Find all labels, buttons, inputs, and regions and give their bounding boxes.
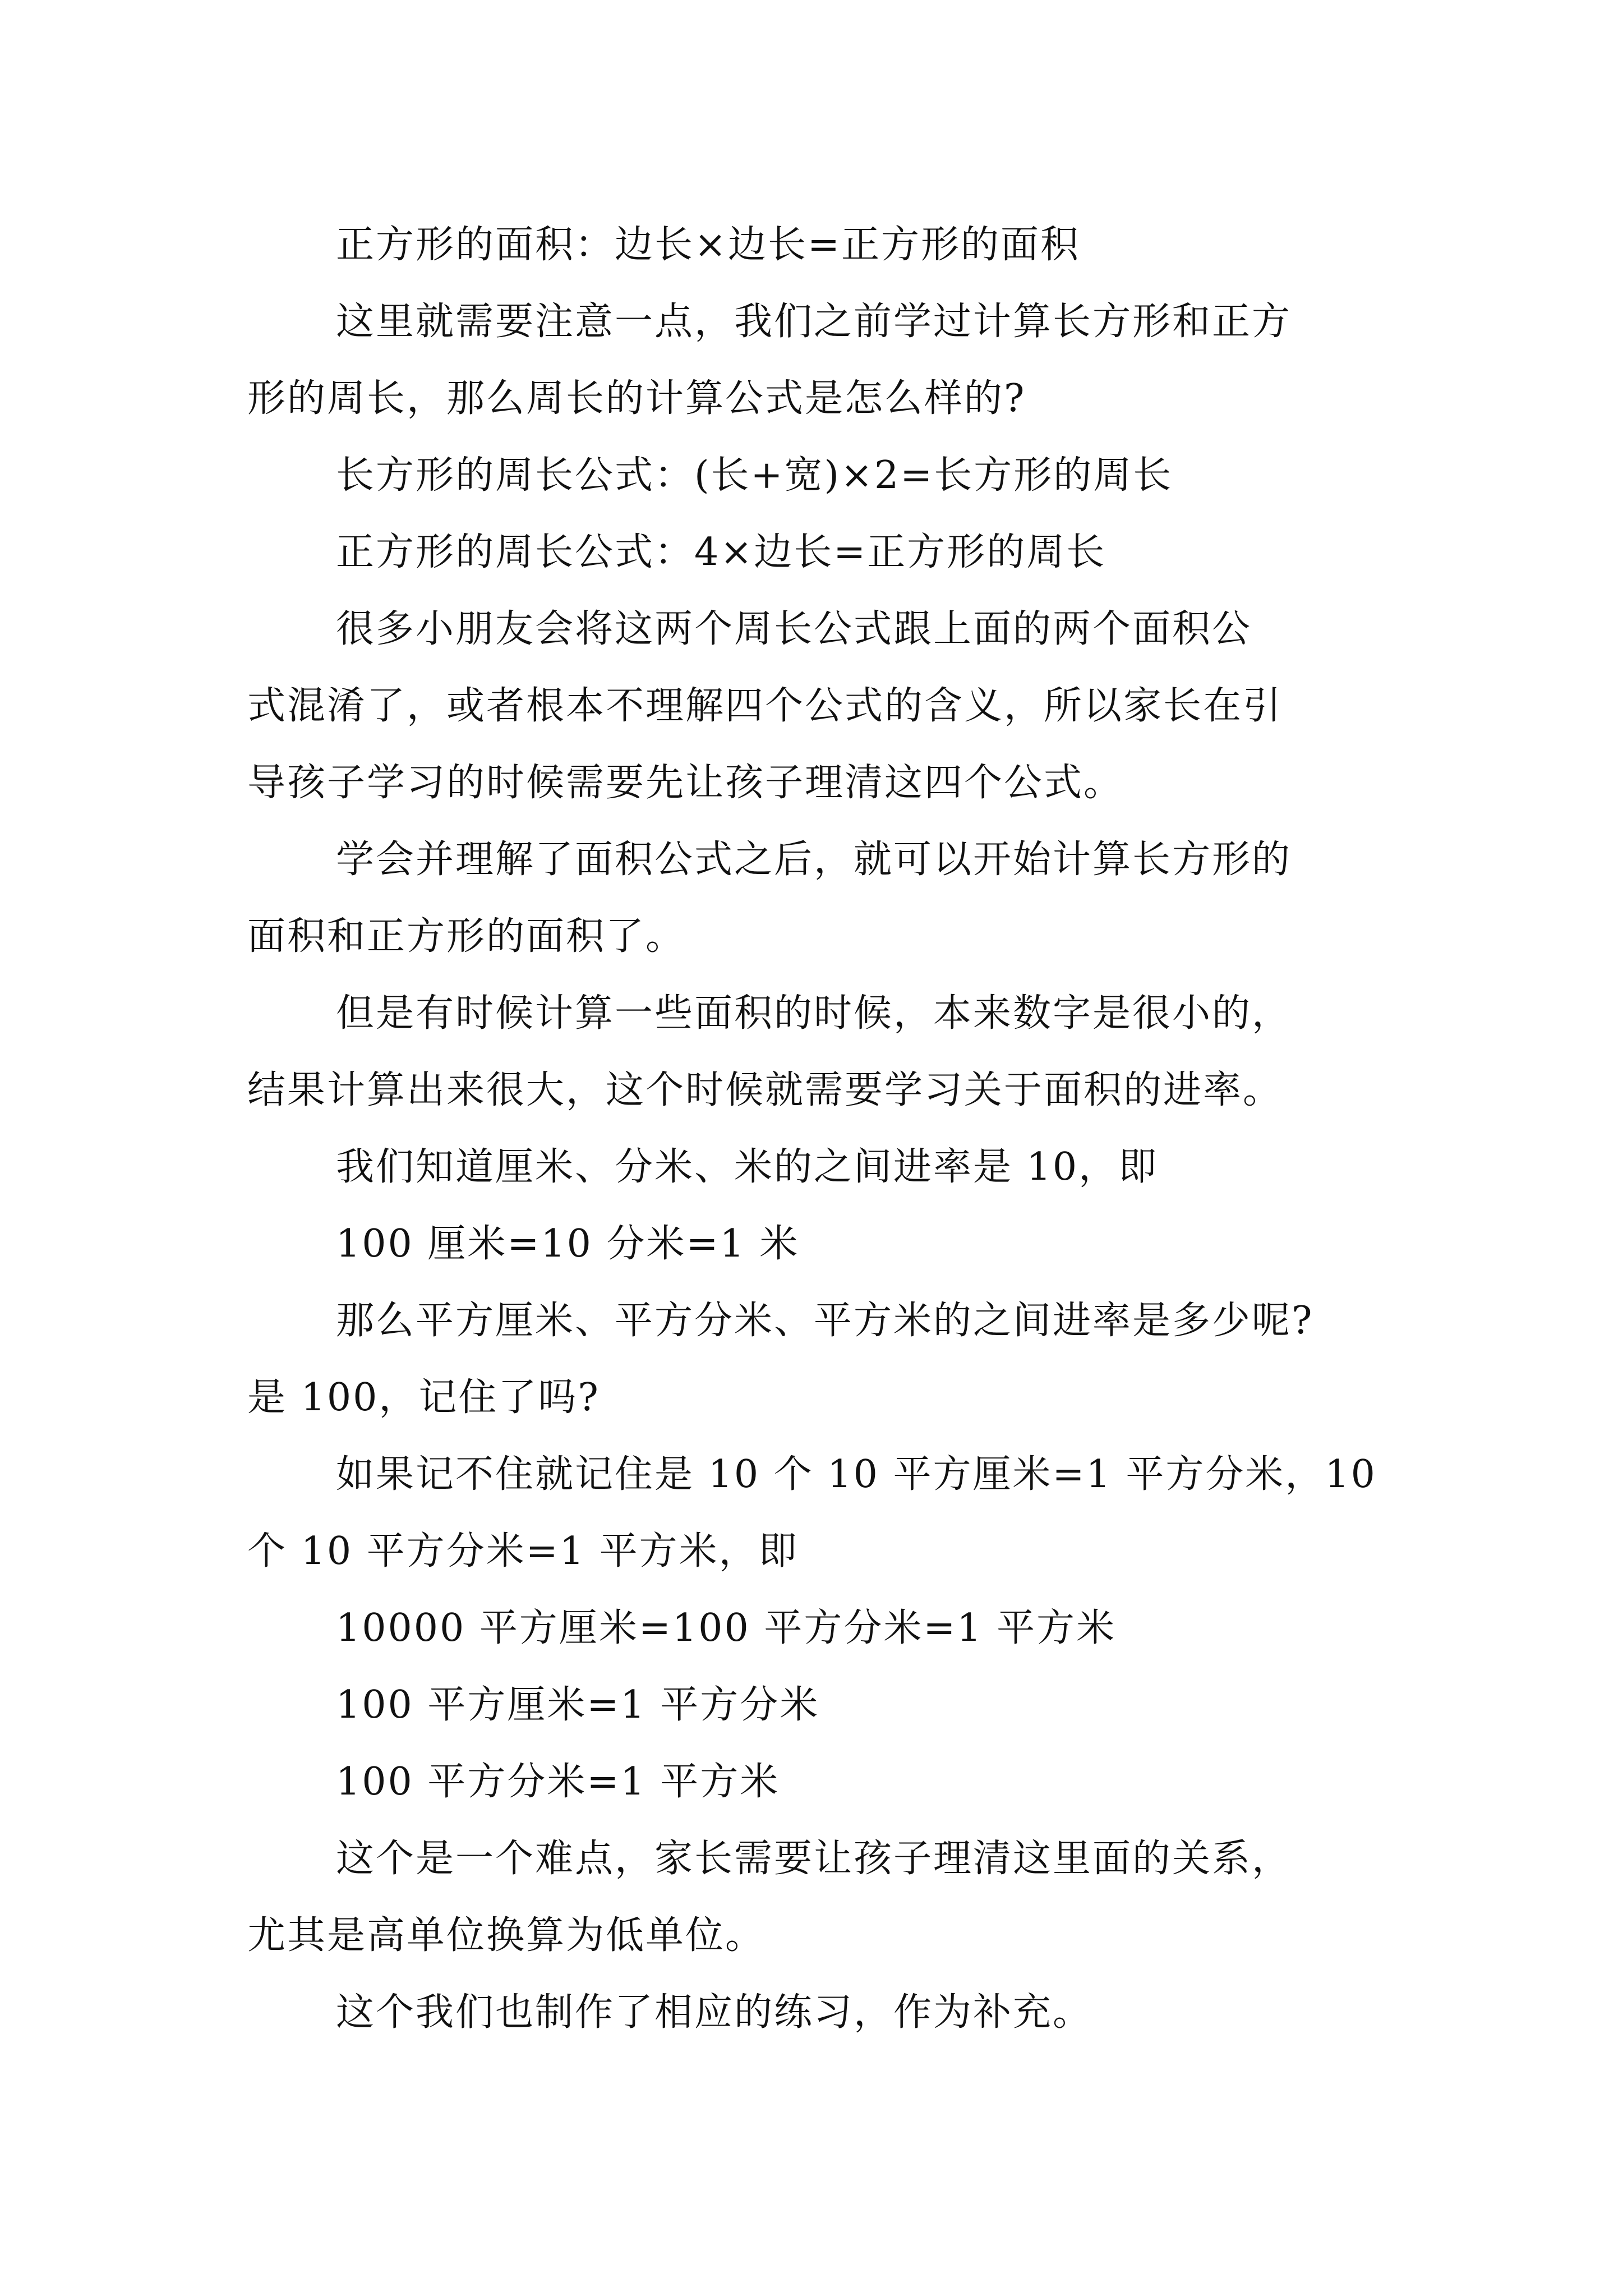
text-line: 10000 平方厘米=100 平方分米=1 平方米 (336, 1606, 1117, 1650)
text-line: 导孩子学习的时候需要先让孩子理清这四个公式。 (247, 761, 1124, 805)
text-line: 如果记不住就记住是 10 个 10 平方厘米=1 平方分米，10 (336, 1452, 1377, 1497)
text-line: 100 平方分米=1 平方米 (336, 1760, 780, 1804)
text-line: 尤其是高单位换算为低单位。 (247, 1913, 766, 1958)
text-line: 个 10 平方分米=1 平方米，即 (247, 1529, 799, 1573)
text-line: 100 平方厘米=1 平方分米 (336, 1683, 820, 1727)
document-body (247, 206, 1397, 2051)
text-line: 这个是一个难点，家长需要让孩子理清这里面的关系， (336, 1837, 1292, 1881)
text-line: 正方形的面积：边长×边长=正方形的面积 (336, 223, 1080, 267)
text-line: 学会并理解了面积公式之后，就可以开始计算长方形的 (336, 838, 1292, 882)
text-line: 我们知道厘米、分米、米的之间进率是 10，即 (336, 1145, 1159, 1189)
text-line: 长方形的周长公式：(长+宽)×2=长方形的周长 (336, 453, 1173, 498)
text-line: 这个我们也制作了相应的练习，作为补充。 (336, 1990, 1093, 2035)
text-line: 那么平方厘米、平方分米、平方米的之间进率是多少呢? (336, 1299, 1314, 1343)
text-line: 面积和正方形的面积了。 (247, 914, 686, 959)
text-line: 结果计算出来很大，这个时候就需要学习关于面积的进率。 (247, 1068, 1283, 1112)
text-line: 形的周长，那么周长的计算公式是怎么样的? (247, 376, 1026, 421)
text-line: 100 厘米=10 分米=1 米 (336, 1222, 800, 1266)
text-line: 正方形的周长公式：4×边长=正方形的周长 (336, 530, 1106, 574)
text-line: 是 100，记住了吗? (247, 1375, 600, 1420)
text-line: 这里就需要注意一点，我们之前学过计算长方形和正方 (336, 300, 1292, 344)
text-line: 但是有时候计算一些面积的时候，本来数字是很小的， (336, 991, 1292, 1036)
text-line: 很多小朋友会将这两个周长公式跟上面的两个面积公 (336, 607, 1252, 651)
text-line: 式混淆了，或者根本不理解四个公式的含义，所以家长在引 (247, 684, 1283, 728)
